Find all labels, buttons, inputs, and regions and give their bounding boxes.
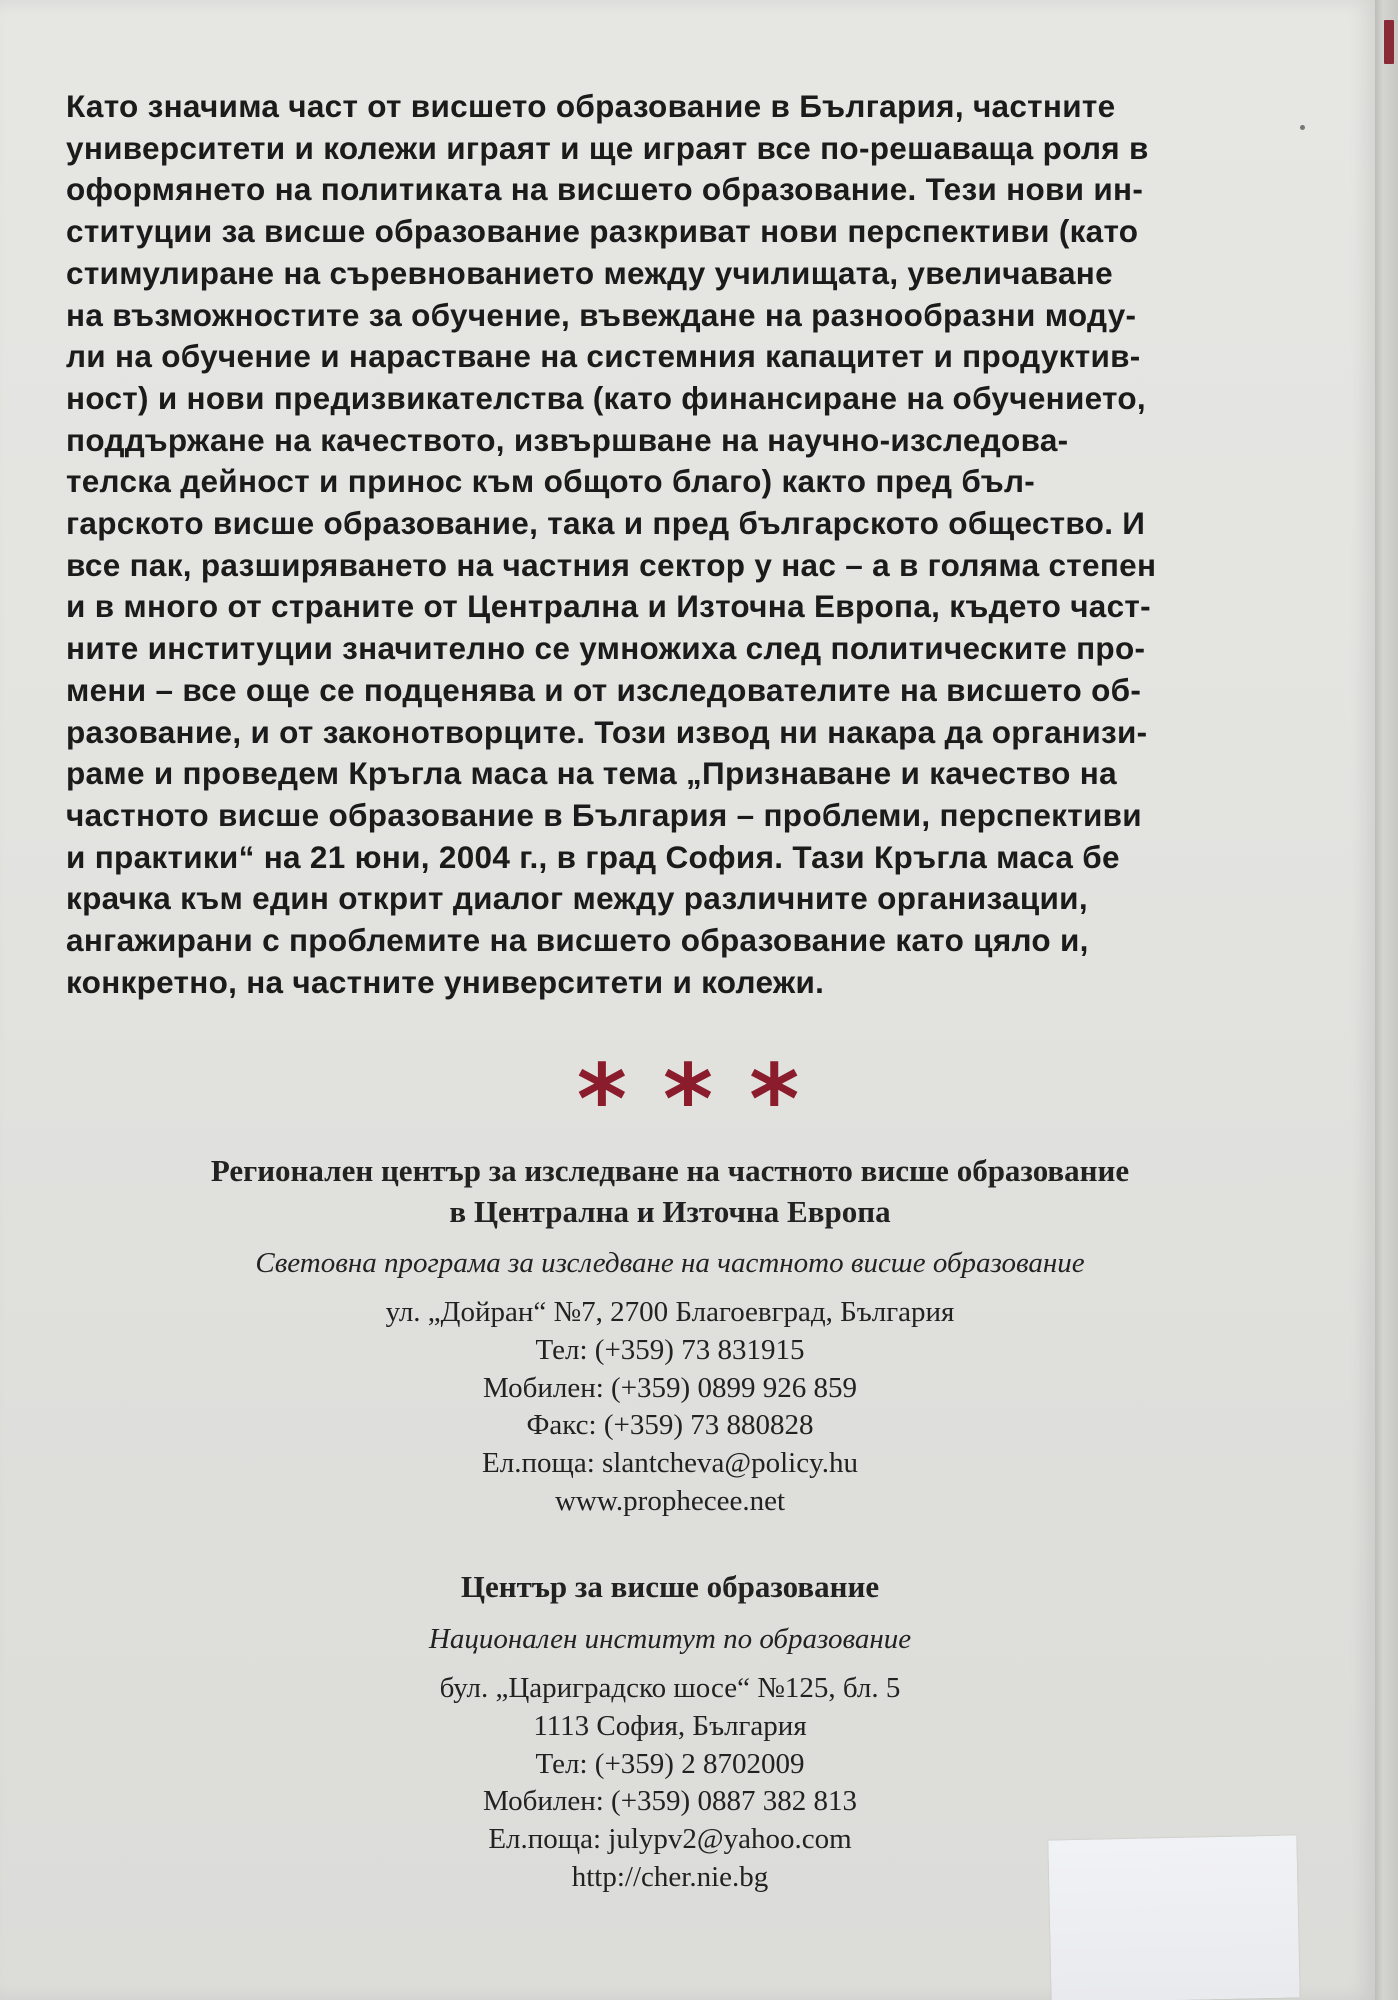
price-sticker	[1048, 1835, 1299, 2000]
paragraph-line: мени – все още се подценява и от изследователите на висшето об-	[66, 671, 1142, 708]
asterisk-separator: ***	[576, 1044, 836, 1156]
print-speck	[1300, 125, 1305, 130]
paragraph-line: ните институции значително се умножиха след политическите про-	[66, 630, 1146, 667]
center2-email: Ел.поща: julypv2@yahoo.com	[488, 1823, 852, 1856]
center2-address: бул. „Цариградско шосе“ №125, бл. 5	[439, 1672, 901, 1704]
paragraph-line: поддържане на качеството, извършване на научно-изследова-	[66, 421, 1069, 458]
book-edge	[1375, 0, 1398, 2000]
paragraph-line: и в много от страните от Централна и Източна Европа, където част-	[66, 588, 1151, 625]
paragraph-line: ли на обучение и нарастване на системния капацитет и продуктив-	[66, 338, 1141, 375]
paragraph-line: все пак, разширяването на частния сектор у нас – а в голяма степен	[66, 546, 1157, 583]
center2-website: http://cher.nie.bg	[571, 1860, 769, 1893]
paragraph-line: университети и колежи играят и ще играят все по-решаваща роля в	[66, 129, 1149, 166]
paragraph-line: крачка към един открит диалог между различните организации,	[66, 880, 1088, 917]
center1-title-line: Регионален център за изследване на частното висше образование	[210, 1153, 1130, 1188]
paragraph-line: конкретно, на частните университети и колежи.	[66, 963, 825, 1000]
center1-contacts	[60, 1294, 1280, 1521]
center1-subtitle: Световна програма за изследване на частното висше образование	[255, 1247, 1085, 1279]
intro-paragraph	[66, 86, 1266, 1003]
paragraph-line: стимулиране на съревнованието между училищата, увеличаване	[66, 254, 1113, 291]
center1-phone: Тел: (+359) 73 831915	[535, 1333, 805, 1366]
center1-mobile: Мобилен: (+359) 0899 926 859	[483, 1371, 857, 1404]
paragraph-line: и практики“ на 21 юни, 2004 г., в град София. Тази Кръгла маса бе	[66, 838, 1120, 875]
paragraph-line: раме и проведем Кръгла маса на тема „Признаване и качество на	[66, 755, 1117, 792]
paragraph-line: разование, и от законотворците. Този извод ни накара да организи-	[66, 713, 1148, 750]
center2-title: Център за висше образование	[460, 1569, 880, 1604]
center2-city: 1113 София, България	[533, 1709, 807, 1742]
center1-email: Ел.поща: slantcheva@policy.hu	[482, 1447, 858, 1480]
center2-phone: Тел: (+359) 2 8702009	[535, 1747, 805, 1780]
center2-mobile: Мобилен: (+359) 0887 382 813	[483, 1785, 857, 1818]
center1-title-line: в Централна и Източна Европа	[449, 1194, 891, 1229]
paragraph-line: Като значима част от висшето образование в България, частните	[66, 88, 1116, 124]
paragraph-line: частното висше образование в България – проблеми, перспективи	[66, 796, 1142, 833]
paragraph-line: ституции за висше образование разкриват нови перспективи (като	[66, 213, 1139, 250]
paragraph-line: телска дейност и принос към общото благо) както пред бъл-	[66, 463, 1036, 500]
center1-title	[60, 1150, 1280, 1232]
paragraph-line: ангажирани с проблемите на висшето образование като цяло и,	[66, 922, 1089, 959]
paragraph-line: ност) и нови предизвикателства (като финансиране на обучението,	[66, 379, 1146, 416]
center1-fax: Факс: (+359) 73 880828	[526, 1409, 814, 1442]
paragraph-line: оформянето на политиката на висшето образование. Тези нови ин-	[66, 171, 1144, 208]
spine-color-mark	[1384, 20, 1394, 64]
paragraph-line: на възможностите за обучение, въвеждане на разнообразни моду-	[66, 296, 1137, 333]
center1-address: ул. „Дойран“ №7, 2700 Благоевград, България	[385, 1296, 955, 1328]
center2-subtitle: Национален институт по образование	[428, 1623, 912, 1655]
center1-website: www.prophecee.net	[554, 1484, 786, 1517]
paragraph-line: гарското висше образование, така и пред българското общество. И	[66, 505, 1146, 542]
